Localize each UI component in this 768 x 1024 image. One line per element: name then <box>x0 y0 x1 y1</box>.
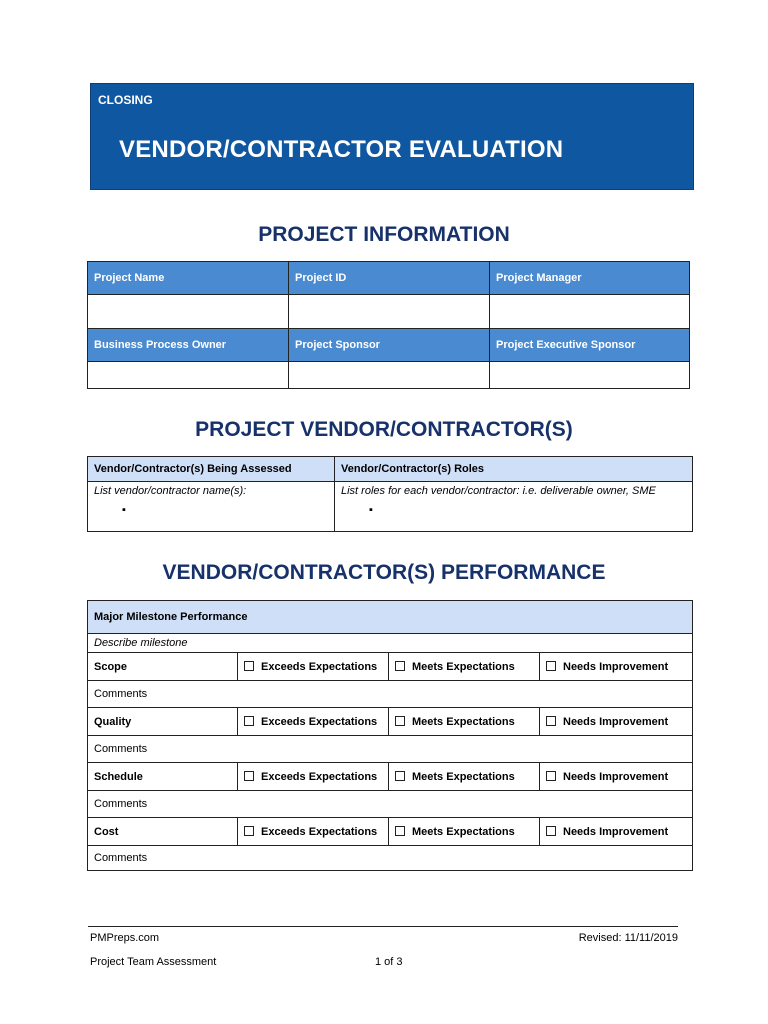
vendor-roles-field[interactable] <box>335 482 693 532</box>
checkbox-icon[interactable] <box>546 771 556 781</box>
criterion-cost: Cost <box>88 818 238 846</box>
project-sponsor-header: Project Sponsor <box>289 329 490 362</box>
milestone-performance-header: Major Milestone Performance <box>88 601 693 634</box>
cost-meets-option[interactable]: Meets Expectations <box>389 818 540 846</box>
business-process-owner-field[interactable] <box>88 362 289 389</box>
vendor-roles-hint: List roles for each vendor/contractor: i.e. deliverable owner, SME <box>341 485 656 497</box>
footer-page-number: 1 of 3 <box>375 956 403 968</box>
cost-comments-field[interactable]: Comments <box>88 846 693 871</box>
project-sponsor-field[interactable] <box>289 362 490 389</box>
checkbox-icon[interactable] <box>244 716 254 726</box>
checkbox-icon[interactable] <box>244 661 254 671</box>
business-process-owner-header: Business Process Owner <box>88 329 289 362</box>
performance-heading: VENDOR/CONTRACTOR(S) PERFORMANCE <box>162 561 606 584</box>
checkbox-icon[interactable] <box>244 826 254 836</box>
performance-table <box>87 600 693 871</box>
vendor-names-bullet: ▪ <box>122 504 126 516</box>
checkbox-icon[interactable] <box>546 661 556 671</box>
vendor-names-field[interactable] <box>88 482 335 532</box>
describe-milestone-field[interactable]: Describe milestone <box>88 634 693 653</box>
document-title: VENDOR/CONTRACTOR EVALUATION <box>119 136 564 163</box>
project-information-heading: PROJECT INFORMATION <box>258 223 510 246</box>
quality-comments-field[interactable]: Comments <box>88 736 693 763</box>
cost-exceeds-option[interactable]: Exceeds Expectations <box>238 818 389 846</box>
checkbox-icon[interactable] <box>244 771 254 781</box>
vendors-table <box>87 456 693 532</box>
project-name-field[interactable] <box>88 295 289 329</box>
scope-exceeds-option[interactable]: Exceeds Expectations <box>238 653 389 681</box>
quality-needs-improvement-option[interactable]: Needs Improvement <box>540 708 693 736</box>
vendors-assessed-header: Vendor/Contractor(s) Being Assessed <box>88 457 335 482</box>
footer-site: PMPreps.com <box>90 932 160 944</box>
quality-meets-option[interactable]: Meets Expectations <box>389 708 540 736</box>
schedule-comments-field[interactable]: Comments <box>88 791 693 818</box>
scope-meets-option[interactable]: Meets Expectations <box>389 653 540 681</box>
footer-revised: Revised: 11/11/2019 <box>578 932 678 944</box>
project-id-header: Project ID <box>289 262 490 295</box>
scope-needs-improvement-option[interactable]: Needs Improvement <box>540 653 693 681</box>
project-executive-sponsor-header: Project Executive Sponsor <box>490 329 690 362</box>
footer-divider <box>88 926 678 927</box>
criterion-scope: Scope <box>88 653 238 681</box>
quality-exceeds-option[interactable]: Exceeds Expectations <box>238 708 389 736</box>
footer-document-name: Project Team Assessment <box>90 956 217 968</box>
cost-needs-improvement-option[interactable]: Needs Improvement <box>540 818 693 846</box>
criterion-quality: Quality <box>88 708 238 736</box>
checkbox-icon[interactable] <box>546 826 556 836</box>
checkbox-icon[interactable] <box>395 771 405 781</box>
schedule-needs-improvement-option[interactable]: Needs Improvement <box>540 763 693 791</box>
project-information-table <box>87 261 690 389</box>
checkbox-icon[interactable] <box>395 716 405 726</box>
checkbox-icon[interactable] <box>546 716 556 726</box>
project-executive-sponsor-field[interactable] <box>490 362 690 389</box>
vendor-names-hint: List vendor/contractor name(s): <box>94 485 247 497</box>
project-manager-field[interactable] <box>490 295 690 329</box>
checkbox-icon[interactable] <box>395 826 405 836</box>
schedule-exceeds-option[interactable]: Exceeds Expectations <box>238 763 389 791</box>
title-banner <box>90 83 694 190</box>
vendor-roles-bullet: ▪ <box>369 504 373 516</box>
project-id-field[interactable] <box>289 295 490 329</box>
criterion-schedule: Schedule <box>88 763 238 791</box>
checkbox-icon[interactable] <box>395 661 405 671</box>
scope-comments-field[interactable]: Comments <box>88 681 693 708</box>
section-label: CLOSING <box>98 93 153 107</box>
vendor-roles-header: Vendor/Contractor(s) Roles <box>335 457 693 482</box>
project-manager-header: Project Manager <box>490 262 690 295</box>
schedule-meets-option[interactable]: Meets Expectations <box>389 763 540 791</box>
project-name-header: Project Name <box>88 262 289 295</box>
project-vendors-heading: PROJECT VENDOR/CONTRACTOR(S) <box>195 418 573 441</box>
